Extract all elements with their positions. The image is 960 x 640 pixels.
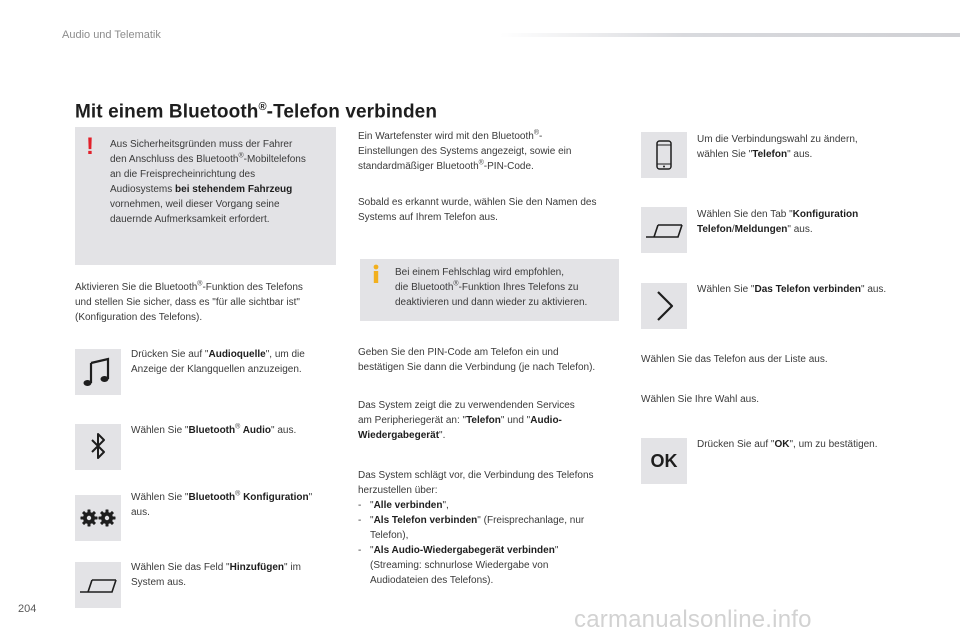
bluetooth-icon bbox=[75, 424, 121, 470]
page-title: Mit einem Bluetooth®-Telefon verbinden bbox=[75, 101, 438, 123]
ok-label: OK bbox=[650, 451, 678, 471]
music-note-icon bbox=[75, 349, 121, 395]
ok-button[interactable] bbox=[641, 438, 687, 484]
col3-step1-text: Um die Verbindungswahl zu ändern, wählen Sie "Telefon" aus. bbox=[697, 134, 858, 160]
step3-text: Wählen Sie "Bluetooth® Konfiguration" aus. bbox=[131, 490, 313, 518]
add-field-button[interactable] bbox=[75, 562, 121, 608]
audio-source-button[interactable] bbox=[75, 349, 121, 395]
step2-text: Wählen Sie "Bluetooth® Audio" aus. bbox=[131, 423, 297, 436]
info-icon bbox=[369, 264, 383, 284]
tab-field-icon bbox=[641, 207, 687, 253]
option-list-item: - "Alle verbinden", bbox=[358, 500, 449, 511]
bluetooth-audio-button[interactable] bbox=[75, 424, 121, 470]
intro-text: Aktivieren Sie die Bluetooth®-Funktion des Telefons und stellen Sie sicher, dass es "für alle sichtbar ist" (Konfiguration des Telefons). bbox=[75, 280, 303, 323]
bluetooth-configuration-button[interactable] bbox=[75, 495, 121, 541]
warning-icon: ! bbox=[86, 133, 94, 160]
col3-step3-text: Wählen Sie "Das Telefon verbinden" aus. bbox=[697, 284, 887, 295]
info-text: Bei einem Fehlschlag wird empfohlen, die Bluetooth®-Funktion Ihres Telefons zu deaktivieren und dann wieder zu aktivieren. bbox=[395, 267, 588, 308]
page-number: 204 bbox=[18, 603, 37, 615]
col2-paragraph-2: Sobald es erkannt wurde, wählen Sie den Namen des Systems auf Ihrem Telefon aus. bbox=[358, 197, 597, 223]
chevron-right-icon bbox=[641, 283, 687, 329]
col3-step4-text: Wählen Sie das Telefon aus der Liste aus. bbox=[641, 354, 828, 365]
col3-step5-text: Wählen Sie Ihre Wahl aus. bbox=[641, 394, 760, 405]
configuration-tab-button[interactable] bbox=[641, 207, 687, 253]
col2-paragraph-1: Ein Wartefenster wird mit den Bluetooth®- Einstellungen des Systems angezeigt, sowie ein standardmäßiger Bluetooth®-PIN-Code. bbox=[358, 129, 572, 172]
section-header: Audio und Telematik bbox=[62, 29, 161, 41]
step1-text: Drücken Sie auf "Audioquelle", um die Anzeige der Klangquellen anzuzeigen. bbox=[131, 349, 305, 375]
col3-step6-text: Drücken Sie auf "OK", um zu bestätigen. bbox=[697, 439, 878, 450]
col2-paragraph-3: Geben Sie den PIN-Code am Telefon ein und bestätigen Sie dann die Verbindung (je nach Telefon). bbox=[358, 347, 596, 373]
phone-button[interactable] bbox=[641, 132, 687, 178]
col2-paragraph-5: Das System schlägt vor, die Verbindung des Telefons herzustellen über: - "Alle verbinden", - "Als Telefon verbinden" (Freisprechanlage, nur Telefon), - "Als Audio-Wiedergabegerät verbinden" (Streaming: schnurlose Wiedergabe von Audiodateien des Telefons). bbox=[358, 468, 620, 588]
warning-text: Aus Sicherheitsgründen muss der Fahrer den Anschluss des Bluetooth®-Mobiltelefons an die Freisprecheinrichtung des Audiosystems bei stehendem Fahrzeug vornehmen, weil dieser Vorgang seine dauernde Aufmerksamkeit erfordert. bbox=[110, 139, 306, 225]
watermark: carmanualsonline.info bbox=[574, 606, 812, 633]
phone-icon bbox=[641, 132, 687, 178]
col3-step2-text: Wählen Sie den Tab "Konfiguration Telefon/Meldungen" aus. bbox=[697, 209, 859, 235]
option-list-item: - "Als Audio-Wiedergabegerät verbinden" (Streaming: schnurlose Wiedergabe von Audiodateien des Telefons). bbox=[358, 545, 559, 586]
col2-paragraph-4: Das System zeigt die zu verwendenden Services am Peripheriegerät an: "Telefon" und "Audio- Wiedergabegerät". bbox=[358, 400, 575, 441]
connect-phone-button[interactable] bbox=[641, 283, 687, 329]
option-list-item: - "Als Telefon verbinden" (Freisprechanlage, nur Telefon), bbox=[358, 515, 585, 541]
tab-field-icon bbox=[75, 562, 121, 608]
gears-icon bbox=[75, 495, 121, 541]
header-divider bbox=[500, 33, 960, 37]
step4-text: Wählen Sie das Feld "Hinzufügen" im System aus. bbox=[131, 562, 301, 588]
